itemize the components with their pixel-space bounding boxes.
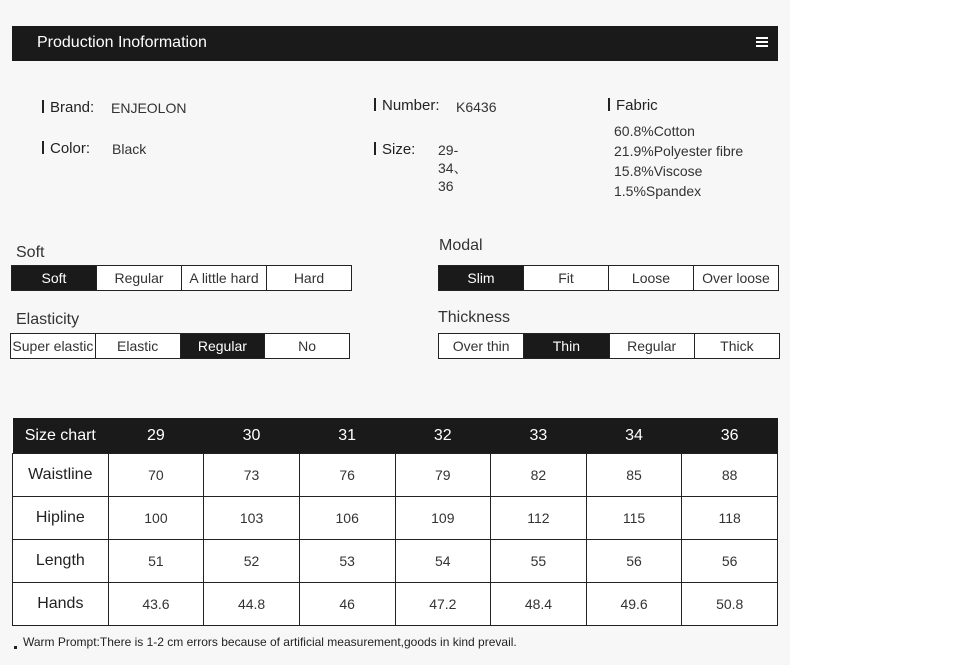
table-cell: 55 xyxy=(491,540,587,583)
table-cell: 48.4 xyxy=(491,583,587,626)
section-title: Production Inoformation xyxy=(37,34,207,51)
size-chart-header-row xyxy=(13,418,778,454)
brand-label: Brand: xyxy=(50,99,95,116)
elasticity-option[interactable]: No xyxy=(264,334,349,358)
table-cell: 79 xyxy=(395,454,491,497)
table-cell: 70 xyxy=(108,454,204,497)
fabric-row xyxy=(608,97,658,114)
table-cell: 115 xyxy=(586,497,682,540)
table-cell: 100 xyxy=(108,497,204,540)
thickness-label: Thickness xyxy=(438,309,511,326)
row-label: Length xyxy=(13,540,109,583)
table-cell: 43.6 xyxy=(108,583,204,626)
modal-label: Modal xyxy=(439,237,483,254)
brand-row xyxy=(42,99,187,116)
note-text: Warm Prompt:There is 1-2 cm errors because of artificial measurement,goods in kind prevail. xyxy=(23,635,517,649)
row-label: Hands xyxy=(13,583,109,626)
row-label: Hipline xyxy=(13,497,109,540)
color-value: Black xyxy=(112,141,147,157)
modal-options xyxy=(438,265,779,291)
elasticity-option[interactable]: Super elastic xyxy=(12,338,94,354)
table-cell: 52 xyxy=(204,540,300,583)
table-cell: 53 xyxy=(299,540,395,583)
elasticity-label: Elasticity xyxy=(16,311,80,328)
hamburger-menu-icon[interactable] xyxy=(756,37,768,49)
thickness-option[interactable]: Regular xyxy=(609,334,694,358)
divider-bar xyxy=(608,98,610,111)
fabric-item: 21.9%Polyester fibre xyxy=(614,143,744,159)
table-cell: 54 xyxy=(395,540,491,583)
size-header: 30 xyxy=(204,418,300,454)
table-cell: 76 xyxy=(299,454,395,497)
table-cell: 46 xyxy=(299,583,395,626)
table-row xyxy=(13,583,778,626)
table-cell: 103 xyxy=(204,497,300,540)
thickness-option[interactable]: Thin xyxy=(523,334,608,358)
fabric-list xyxy=(614,121,743,201)
divider-bar xyxy=(374,98,376,111)
size-header: 33 xyxy=(491,418,587,454)
modal-option[interactable]: Loose xyxy=(608,266,693,290)
soft-option[interactable]: A little hard xyxy=(181,266,266,290)
soft-option[interactable]: Soft xyxy=(12,266,96,290)
thickness-option[interactable]: Over thin xyxy=(452,338,510,354)
soft-label: Soft xyxy=(16,244,45,261)
number-label: Number: xyxy=(382,97,440,114)
section-header xyxy=(12,26,778,61)
table-cell: 82 xyxy=(491,454,587,497)
soft-option[interactable]: Regular xyxy=(96,266,181,290)
size-label: Size: xyxy=(382,141,416,158)
size-header: 32 xyxy=(395,418,491,454)
size-header: 29 xyxy=(108,418,204,454)
fabric-item: 15.8%Viscose xyxy=(614,163,703,179)
table-row xyxy=(13,540,778,583)
table-row xyxy=(13,454,778,497)
color-label: Color: xyxy=(50,140,91,157)
table-cell: 106 xyxy=(299,497,395,540)
table-cell: 51 xyxy=(108,540,204,583)
elasticity-options xyxy=(10,333,350,359)
table-cell: 73 xyxy=(204,454,300,497)
size-header: 36 xyxy=(682,418,778,454)
table-row xyxy=(13,497,778,540)
brand-value: ENJEOLON xyxy=(111,100,187,116)
size-chart-corner: Size chart xyxy=(13,418,109,454)
table-cell: 50.8 xyxy=(682,583,778,626)
elasticity-option[interactable]: Regular xyxy=(180,334,265,358)
table-cell: 118 xyxy=(682,497,778,540)
soft-option[interactable]: Hard xyxy=(266,266,351,290)
table-cell: 88 xyxy=(682,454,778,497)
divider-bar xyxy=(42,100,44,113)
table-cell: 112 xyxy=(491,497,587,540)
table-cell: 49.6 xyxy=(586,583,682,626)
size-value: 29-34、36 xyxy=(438,142,468,194)
table-cell: 56 xyxy=(586,540,682,583)
fabric-item: 60.8%Cotton xyxy=(614,123,695,139)
size-row xyxy=(374,141,468,194)
modal-option[interactable]: Over loose xyxy=(693,266,778,290)
size-header: 31 xyxy=(299,418,395,454)
fabric-item: 1.5%Spandex xyxy=(614,183,702,199)
number-value: K6436 xyxy=(456,99,497,115)
divider-bar xyxy=(374,142,376,155)
fabric-label: Fabric xyxy=(616,97,658,114)
divider-bar xyxy=(42,141,44,154)
color-row xyxy=(42,140,147,157)
warm-prompt-note xyxy=(14,635,517,649)
table-cell: 109 xyxy=(395,497,491,540)
thickness-option[interactable]: Thick xyxy=(694,334,779,358)
bullet-icon xyxy=(14,646,17,649)
size-header: 34 xyxy=(586,418,682,454)
soft-options xyxy=(11,265,352,291)
modal-option[interactable]: Slim xyxy=(439,266,523,290)
size-chart-table xyxy=(12,418,778,626)
row-label: Waistline xyxy=(13,454,109,497)
table-cell: 56 xyxy=(682,540,778,583)
table-cell: 85 xyxy=(586,454,682,497)
table-cell: 47.2 xyxy=(395,583,491,626)
modal-option[interactable]: Fit xyxy=(523,266,608,290)
table-cell: 44.8 xyxy=(204,583,300,626)
number-row xyxy=(374,97,497,115)
elasticity-option[interactable]: Elastic xyxy=(95,334,180,358)
thickness-options xyxy=(438,333,780,359)
